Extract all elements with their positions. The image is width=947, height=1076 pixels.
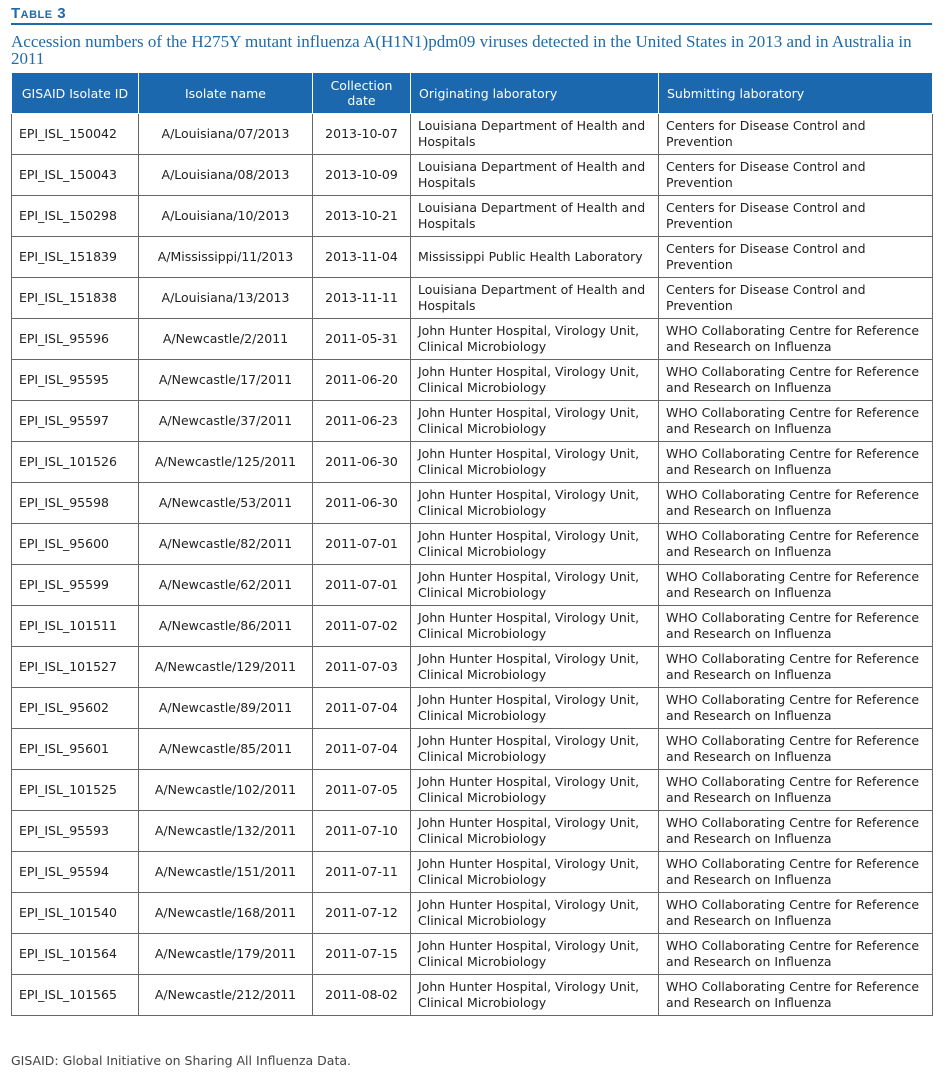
submitting-laboratory-cell: WHO Collaborating Centre for Reference and Research on Influenza bbox=[659, 483, 933, 524]
originating-laboratory-cell: John Hunter Hospital, Virology Unit, Clinical Microbiology bbox=[411, 565, 659, 606]
table-row bbox=[12, 237, 933, 278]
originating-laboratory-cell: Mississippi Public Health Laboratory bbox=[411, 237, 659, 278]
collection-date-cell: 2013-11-11 bbox=[313, 278, 411, 319]
isolate-id-cell: EPI_ISL_150298 bbox=[12, 196, 139, 237]
originating-laboratory-cell: John Hunter Hospital, Virology Unit, Clinical Microbiology bbox=[411, 360, 659, 401]
originating-laboratory-cell: John Hunter Hospital, Virology Unit, Clinical Microbiology bbox=[411, 483, 659, 524]
submitting-laboratory-cell: WHO Collaborating Centre for Reference and Research on Influenza bbox=[659, 606, 933, 647]
originating-laboratory-cell: John Hunter Hospital, Virology Unit, Clinical Microbiology bbox=[411, 811, 659, 852]
isolate-id-cell: EPI_ISL_150042 bbox=[12, 114, 139, 155]
column-header-isolate-id: GISAID Isolate ID bbox=[12, 73, 139, 114]
isolate-id-cell: EPI_ISL_150043 bbox=[12, 155, 139, 196]
collection-date-cell: 2011-06-23 bbox=[313, 401, 411, 442]
isolate-id-cell: EPI_ISL_151838 bbox=[12, 278, 139, 319]
isolate-name-cell: A/Newcastle/17/2011 bbox=[139, 360, 313, 401]
isolate-id-cell: EPI_ISL_95600 bbox=[12, 524, 139, 565]
isolate-name-cell: A/Louisiana/10/2013 bbox=[139, 196, 313, 237]
isolate-name-cell: A/Newcastle/179/2011 bbox=[139, 934, 313, 975]
isolate-id-cell: EPI_ISL_101565 bbox=[12, 975, 139, 1016]
submitting-laboratory-cell: WHO Collaborating Centre for Reference and Research on Influenza bbox=[659, 319, 933, 360]
isolate-name-cell: A/Mississippi/11/2013 bbox=[139, 237, 313, 278]
isolate-id-cell: EPI_ISL_95596 bbox=[12, 319, 139, 360]
submitting-laboratory-cell: WHO Collaborating Centre for Reference and Research on Influenza bbox=[659, 401, 933, 442]
table-header-row bbox=[12, 73, 933, 114]
table-row bbox=[12, 155, 933, 196]
isolate-id-cell: EPI_ISL_95601 bbox=[12, 729, 139, 770]
submitting-laboratory-cell: Centers for Disease Control and Prevention bbox=[659, 278, 933, 319]
isolate-name-cell: A/Newcastle/168/2011 bbox=[139, 893, 313, 934]
isolate-id-cell: EPI_ISL_101527 bbox=[12, 647, 139, 688]
collection-date-cell: 2011-06-30 bbox=[313, 483, 411, 524]
isolate-name-cell: A/Newcastle/212/2011 bbox=[139, 975, 313, 1016]
collection-date-cell: 2011-07-04 bbox=[313, 729, 411, 770]
collection-date-cell: 2011-06-30 bbox=[313, 442, 411, 483]
collection-date-cell: 2011-07-15 bbox=[313, 934, 411, 975]
submitting-laboratory-cell: WHO Collaborating Centre for Reference and Research on Influenza bbox=[659, 360, 933, 401]
collection-date-cell: 2013-11-04 bbox=[313, 237, 411, 278]
submitting-laboratory-cell: WHO Collaborating Centre for Reference and Research on Influenza bbox=[659, 770, 933, 811]
table-row bbox=[12, 770, 933, 811]
originating-laboratory-cell: John Hunter Hospital, Virology Unit, Clinical Microbiology bbox=[411, 770, 659, 811]
table-row bbox=[12, 975, 933, 1016]
column-header-originating-laboratory: Originating laboratory bbox=[411, 73, 659, 114]
isolate-id-cell: EPI_ISL_95593 bbox=[12, 811, 139, 852]
collection-date-cell: 2013-10-21 bbox=[313, 196, 411, 237]
isolate-id-cell: EPI_ISL_95598 bbox=[12, 483, 139, 524]
collection-date-cell: 2011-07-12 bbox=[313, 893, 411, 934]
table-row bbox=[12, 319, 933, 360]
isolate-name-cell: A/Newcastle/37/2011 bbox=[139, 401, 313, 442]
table-row bbox=[12, 852, 933, 893]
collection-date-cell: 2011-07-01 bbox=[313, 565, 411, 606]
isolate-name-cell: A/Louisiana/08/2013 bbox=[139, 155, 313, 196]
isolate-name-cell: A/Louisiana/07/2013 bbox=[139, 114, 313, 155]
collection-date-cell: 2011-07-02 bbox=[313, 606, 411, 647]
submitting-laboratory-cell: Centers for Disease Control and Prevention bbox=[659, 196, 933, 237]
originating-laboratory-cell: Louisiana Department of Health and Hospitals bbox=[411, 196, 659, 237]
table-row bbox=[12, 401, 933, 442]
table-row bbox=[12, 442, 933, 483]
table-label: Table 3 bbox=[11, 5, 932, 25]
table-row bbox=[12, 565, 933, 606]
originating-laboratory-cell: John Hunter Hospital, Virology Unit, Clinical Microbiology bbox=[411, 893, 659, 934]
submitting-laboratory-cell: WHO Collaborating Centre for Reference and Research on Influenza bbox=[659, 565, 933, 606]
isolate-name-cell: A/Newcastle/62/2011 bbox=[139, 565, 313, 606]
submitting-laboratory-cell: WHO Collaborating Centre for Reference and Research on Influenza bbox=[659, 647, 933, 688]
collection-date-cell: 2013-10-09 bbox=[313, 155, 411, 196]
table-row bbox=[12, 811, 933, 852]
isolate-name-cell: A/Newcastle/151/2011 bbox=[139, 852, 313, 893]
table-row bbox=[12, 729, 933, 770]
column-header-isolate-name: Isolate name bbox=[139, 73, 313, 114]
submitting-laboratory-cell: WHO Collaborating Centre for Reference and Research on Influenza bbox=[659, 934, 933, 975]
table-body bbox=[12, 114, 933, 1016]
originating-laboratory-cell: John Hunter Hospital, Virology Unit, Clinical Microbiology bbox=[411, 852, 659, 893]
table-row bbox=[12, 934, 933, 975]
originating-laboratory-cell: John Hunter Hospital, Virology Unit, Clinical Microbiology bbox=[411, 524, 659, 565]
isolate-id-cell: EPI_ISL_101564 bbox=[12, 934, 139, 975]
submitting-laboratory-cell: Centers for Disease Control and Prevention bbox=[659, 237, 933, 278]
submitting-laboratory-cell: WHO Collaborating Centre for Reference and Research on Influenza bbox=[659, 729, 933, 770]
isolate-id-cell: EPI_ISL_95602 bbox=[12, 688, 139, 729]
isolate-name-cell: A/Newcastle/125/2011 bbox=[139, 442, 313, 483]
submitting-laboratory-cell: WHO Collaborating Centre for Reference and Research on Influenza bbox=[659, 975, 933, 1016]
collection-date-cell: 2011-07-04 bbox=[313, 688, 411, 729]
table-row bbox=[12, 278, 933, 319]
column-header-submitting-laboratory: Submitting laboratory bbox=[659, 73, 933, 114]
collection-date-cell: 2011-07-05 bbox=[313, 770, 411, 811]
isolate-id-cell: EPI_ISL_95594 bbox=[12, 852, 139, 893]
table-caption: Accession numbers of the H275Y mutant influenza A(H1N1)pdm09 viruses detected in the United States in 2013 and in Australia in 2011 bbox=[11, 32, 912, 68]
submitting-laboratory-cell: WHO Collaborating Centre for Reference and Research on Influenza bbox=[659, 442, 933, 483]
originating-laboratory-cell: Louisiana Department of Health and Hospitals bbox=[411, 114, 659, 155]
collection-date-cell: 2011-07-03 bbox=[313, 647, 411, 688]
originating-laboratory-cell: John Hunter Hospital, Virology Unit, Clinical Microbiology bbox=[411, 442, 659, 483]
accession-table bbox=[11, 72, 933, 1016]
collection-date-cell: 2011-07-01 bbox=[313, 524, 411, 565]
column-header-collection-date: Collection date bbox=[313, 73, 411, 114]
isolate-id-cell: EPI_ISL_101511 bbox=[12, 606, 139, 647]
isolate-name-cell: A/Newcastle/129/2011 bbox=[139, 647, 313, 688]
originating-laboratory-cell: John Hunter Hospital, Virology Unit, Clinical Microbiology bbox=[411, 319, 659, 360]
collection-date-cell: 2013-10-07 bbox=[313, 114, 411, 155]
submitting-laboratory-cell: WHO Collaborating Centre for Reference and Research on Influenza bbox=[659, 524, 933, 565]
isolate-id-cell: EPI_ISL_95595 bbox=[12, 360, 139, 401]
isolate-id-cell: EPI_ISL_101526 bbox=[12, 442, 139, 483]
table-row bbox=[12, 606, 933, 647]
table-row bbox=[12, 483, 933, 524]
submitting-laboratory-cell: Centers for Disease Control and Prevention bbox=[659, 155, 933, 196]
collection-date-cell: 2011-07-11 bbox=[313, 852, 411, 893]
table-row bbox=[12, 196, 933, 237]
table-row bbox=[12, 893, 933, 934]
table-row bbox=[12, 524, 933, 565]
isolate-id-cell: EPI_ISL_101525 bbox=[12, 770, 139, 811]
table-footnote: GISAID: Global Initiative on Sharing All Influenza Data. bbox=[11, 1053, 351, 1068]
isolate-id-cell: EPI_ISL_95597 bbox=[12, 401, 139, 442]
originating-laboratory-cell: Louisiana Department of Health and Hospitals bbox=[411, 278, 659, 319]
isolate-id-cell: EPI_ISL_151839 bbox=[12, 237, 139, 278]
table-row bbox=[12, 114, 933, 155]
originating-laboratory-cell: John Hunter Hospital, Virology Unit, Clinical Microbiology bbox=[411, 401, 659, 442]
submitting-laboratory-cell: Centers for Disease Control and Prevention bbox=[659, 114, 933, 155]
table-container bbox=[11, 5, 932, 1016]
isolate-name-cell: A/Newcastle/82/2011 bbox=[139, 524, 313, 565]
isolate-id-cell: EPI_ISL_95599 bbox=[12, 565, 139, 606]
isolate-name-cell: A/Newcastle/2/2011 bbox=[139, 319, 313, 360]
originating-laboratory-cell: John Hunter Hospital, Virology Unit, Clinical Microbiology bbox=[411, 934, 659, 975]
originating-laboratory-cell: John Hunter Hospital, Virology Unit, Clinical Microbiology bbox=[411, 688, 659, 729]
isolate-name-cell: A/Newcastle/102/2011 bbox=[139, 770, 313, 811]
submitting-laboratory-cell: WHO Collaborating Centre for Reference and Research on Influenza bbox=[659, 852, 933, 893]
isolate-name-cell: A/Newcastle/86/2011 bbox=[139, 606, 313, 647]
isolate-name-cell: A/Newcastle/85/2011 bbox=[139, 729, 313, 770]
collection-date-cell: 2011-06-20 bbox=[313, 360, 411, 401]
isolate-name-cell: A/Louisiana/13/2013 bbox=[139, 278, 313, 319]
table-row bbox=[12, 647, 933, 688]
originating-laboratory-cell: John Hunter Hospital, Virology Unit, Clinical Microbiology bbox=[411, 975, 659, 1016]
submitting-laboratory-cell: WHO Collaborating Centre for Reference and Research on Influenza bbox=[659, 811, 933, 852]
originating-laboratory-cell: Louisiana Department of Health and Hospitals bbox=[411, 155, 659, 196]
collection-date-cell: 2011-05-31 bbox=[313, 319, 411, 360]
table-row bbox=[12, 688, 933, 729]
collection-date-cell: 2011-07-10 bbox=[313, 811, 411, 852]
table-row bbox=[12, 360, 933, 401]
collection-date-cell: 2011-08-02 bbox=[313, 975, 411, 1016]
isolate-name-cell: A/Newcastle/53/2011 bbox=[139, 483, 313, 524]
submitting-laboratory-cell: WHO Collaborating Centre for Reference and Research on Influenza bbox=[659, 688, 933, 729]
originating-laboratory-cell: John Hunter Hospital, Virology Unit, Clinical Microbiology bbox=[411, 647, 659, 688]
isolate-id-cell: EPI_ISL_101540 bbox=[12, 893, 139, 934]
originating-laboratory-cell: John Hunter Hospital, Virology Unit, Clinical Microbiology bbox=[411, 606, 659, 647]
isolate-name-cell: A/Newcastle/89/2011 bbox=[139, 688, 313, 729]
originating-laboratory-cell: John Hunter Hospital, Virology Unit, Clinical Microbiology bbox=[411, 729, 659, 770]
isolate-name-cell: A/Newcastle/132/2011 bbox=[139, 811, 313, 852]
submitting-laboratory-cell: WHO Collaborating Centre for Reference and Research on Influenza bbox=[659, 893, 933, 934]
